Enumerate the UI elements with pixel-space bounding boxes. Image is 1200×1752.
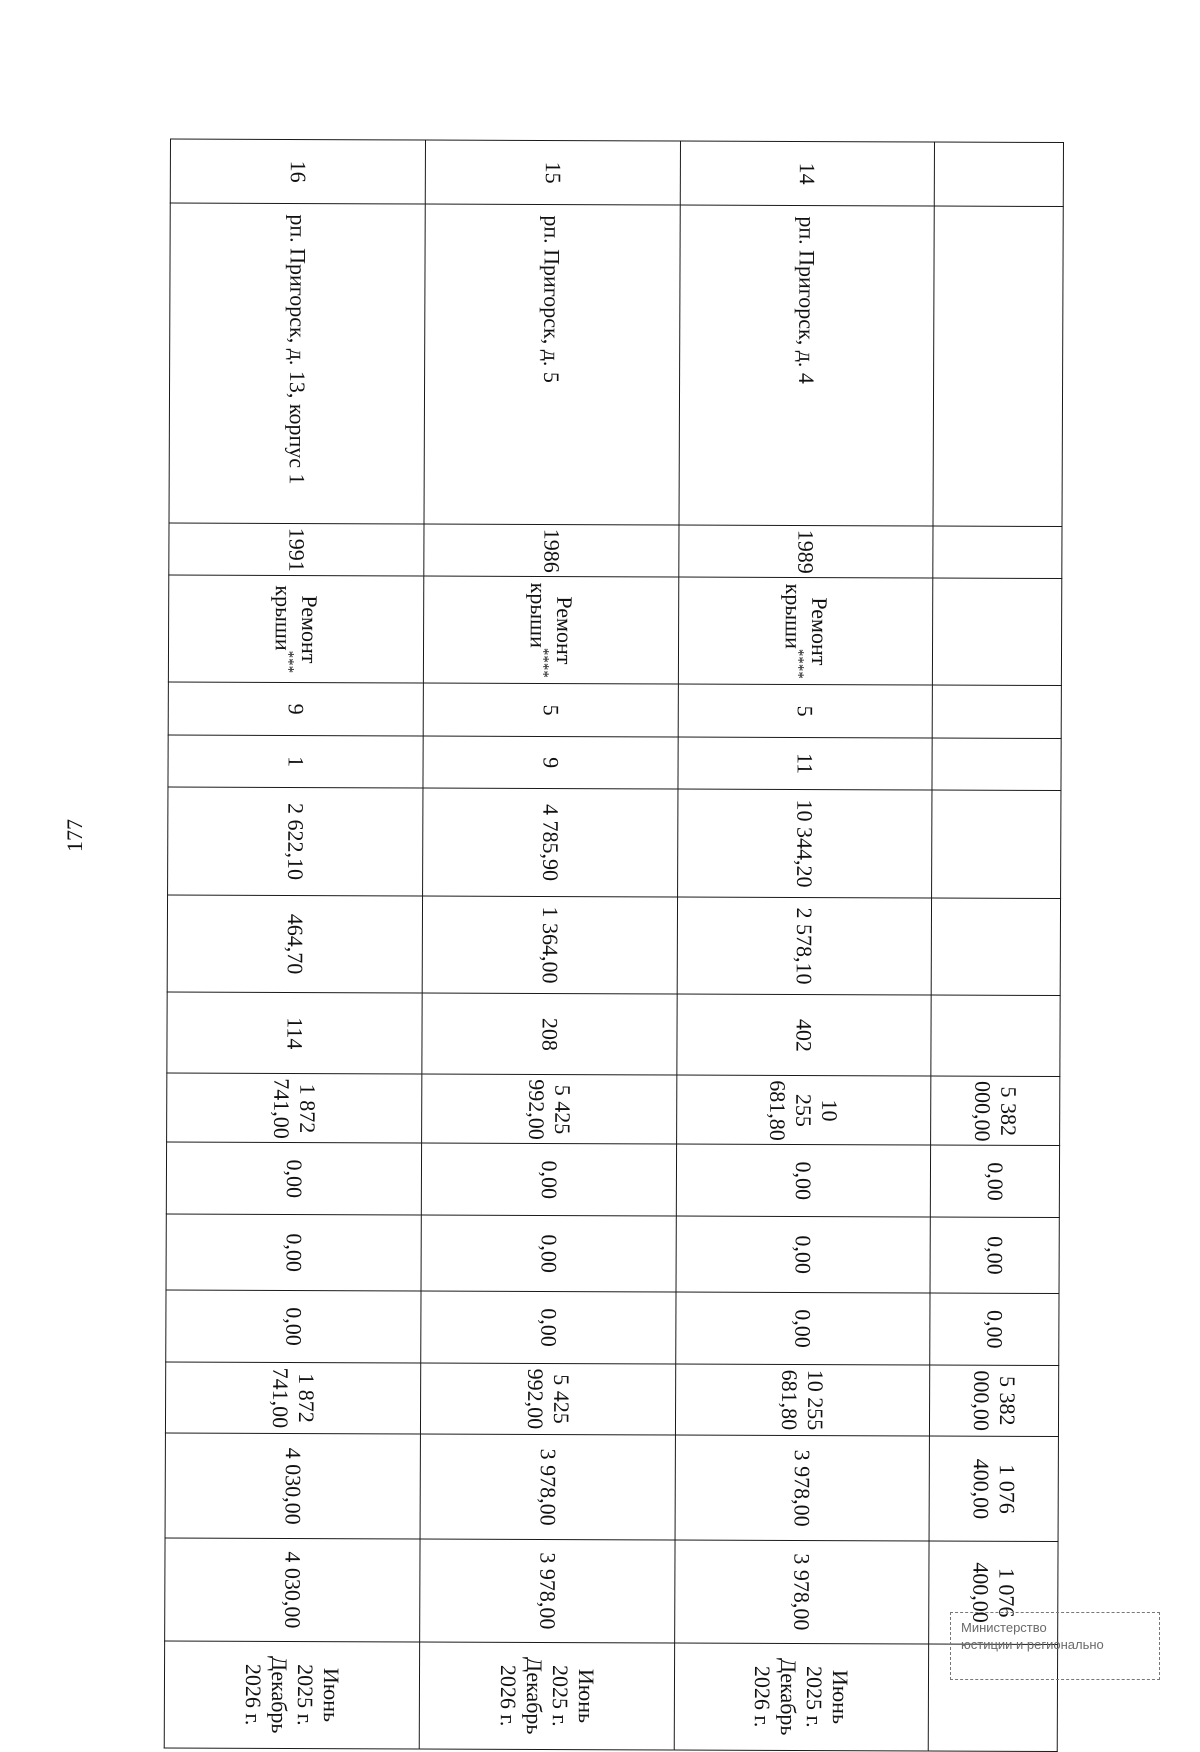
rotated-table-sheet [164, 139, 1064, 1752]
zero-cell: 0,00 [421, 1215, 676, 1292]
stamp-line: Министерство [961, 1620, 1047, 1635]
residents-cell [931, 995, 1060, 1077]
entrances-cell [932, 738, 1061, 791]
table-row [419, 140, 680, 1750]
floors-cell: 5 [678, 684, 933, 737]
area-cell: 2 622,10 [168, 787, 423, 895]
area-cell: 10 344,20 [677, 789, 932, 897]
row-number: 15 [425, 140, 680, 205]
zero-cell: 0,00 [166, 1214, 421, 1291]
work-type-cell [423, 576, 678, 684]
work-type-text: Ремонт крыши [780, 583, 832, 666]
entrances-cell: 9 [423, 736, 678, 789]
floors-cell: 9 [168, 682, 423, 735]
area-cell: 4 785,90 [422, 788, 677, 896]
work-type-text: Ремонт крыши [525, 582, 578, 665]
residents-cell: 114 [167, 992, 422, 1074]
zero-cell: 0,00 [421, 1143, 676, 1215]
footnote-mark: *** [279, 650, 297, 674]
work-type-cell [678, 577, 933, 685]
area2-cell: 1 364,00 [422, 896, 677, 995]
zero-cell: 0,00 [676, 1216, 931, 1293]
period-cell: Июнь 2025 г. Декабрь 2026 г. [419, 1642, 674, 1750]
row-number: 14 [680, 141, 935, 206]
work-type-cell [933, 578, 1062, 686]
max-unit-cost-cell: 3 978,00 [674, 1540, 929, 1643]
max-unit-cost-cell: 4 030,00 [165, 1538, 420, 1641]
zero-cell: 0,00 [930, 1293, 1059, 1365]
fund-cost-cell: 10 255 681,80 [675, 1364, 930, 1436]
residents-cell: 208 [422, 993, 677, 1075]
zero-cell: 0,00 [166, 1142, 421, 1214]
work-type-text: Ремонт крыши [270, 585, 323, 664]
floors-cell [933, 685, 1062, 738]
ministry-stamp [950, 1612, 1160, 1680]
unit-cost-cell: 4 030,00 [165, 1433, 420, 1539]
zero-cell: 0,00 [931, 1145, 1060, 1217]
program-table [164, 139, 1064, 1752]
zero-cell: 0,00 [676, 1144, 931, 1216]
entrances-cell: 1 [168, 735, 423, 788]
floors-cell: 5 [423, 683, 678, 736]
area2-cell: 464,70 [167, 895, 422, 994]
area2-cell [932, 898, 1061, 996]
row-number [935, 142, 1064, 207]
total-cost-cell: 5 382 000,00 [931, 1076, 1060, 1146]
footnote-mark: **** [534, 647, 551, 678]
total-cost-cell: 5 425 992,00 [421, 1074, 676, 1144]
year-cell [933, 526, 1062, 579]
unit-cost-cell: 3 978,00 [420, 1434, 675, 1540]
page-number: 177 [62, 819, 87, 852]
fund-cost-cell: 1 872 741,00 [165, 1362, 420, 1434]
work-type-cell [168, 575, 423, 683]
residents-cell: 402 [676, 994, 931, 1076]
row-number: 16 [170, 139, 425, 204]
address-cell: рп. Пригорск, д. 13, корпус 1 [169, 203, 425, 523]
max-unit-cost-cell: 1 076 400,00 [929, 1541, 1058, 1644]
fund-cost-cell: 5 382 000,00 [930, 1365, 1059, 1437]
zero-cell: 0,00 [166, 1290, 421, 1362]
area2-cell: 2 578,10 [677, 897, 932, 996]
entrances-cell: 11 [678, 737, 933, 790]
table-row [674, 141, 935, 1751]
unit-cost-cell: 3 978,00 [675, 1435, 930, 1541]
zero-cell: 0,00 [421, 1291, 676, 1363]
total-cost-cell: 10 255 681,80 [676, 1075, 931, 1145]
zero-cell: 0,00 [930, 1217, 1059, 1294]
max-unit-cost-cell: 3 978,00 [419, 1539, 674, 1642]
address-cell [933, 206, 1063, 526]
year-cell: 1991 [169, 523, 424, 576]
total-cost-cell: 1 872 741,00 [167, 1073, 422, 1143]
address-cell: рп. Пригорск, д. 5 [424, 204, 680, 524]
address-cell: рп. Пригорск, д. 4 [679, 205, 935, 525]
table-row [164, 139, 425, 1749]
zero-cell: 0,00 [675, 1292, 930, 1364]
year-cell: 1986 [424, 524, 679, 577]
period-cell: Июнь 2025 г. Декабрь 2026 г. [674, 1643, 929, 1751]
stamp-line: юстиции и регионально [961, 1637, 1104, 1652]
area-cell [932, 790, 1061, 898]
table-row [929, 142, 1064, 1752]
unit-cost-cell: 1 076 400,00 [929, 1436, 1058, 1541]
fund-cost-cell: 5 425 992,00 [420, 1363, 675, 1435]
footnote-mark: **** [789, 648, 806, 679]
year-cell: 1989 [678, 525, 933, 578]
period-cell: Июнь 2025 г. Декабрь 2026 г. [164, 1641, 419, 1749]
